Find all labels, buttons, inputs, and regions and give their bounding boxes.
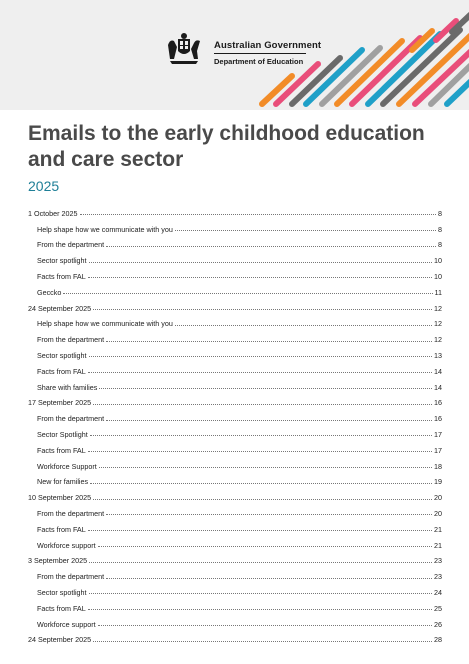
toc-leader-dots xyxy=(88,530,432,531)
toc-entry-label: Facts from FAL xyxy=(37,524,86,534)
toc-leader-dots xyxy=(88,451,432,452)
toc-leader-dots xyxy=(106,341,432,342)
toc-subentry[interactable] xyxy=(28,581,442,597)
toc-entry-label: Geccko xyxy=(37,287,62,297)
toc-leader-dots xyxy=(175,325,432,326)
toc-leader-dots xyxy=(63,293,432,294)
toc-leader-dots xyxy=(98,625,432,626)
toc-entry-label: Workforce Support xyxy=(37,461,97,471)
toc-leader-dots xyxy=(88,277,432,278)
toc-entry-label: 17 September 2025 xyxy=(28,398,92,408)
toc-entry[interactable] xyxy=(28,297,442,313)
toc-subentry[interactable] xyxy=(28,613,442,629)
toc-subentry[interactable] xyxy=(28,565,442,581)
toc-page-number: 25 xyxy=(434,603,442,613)
toc-page-number: 8 xyxy=(438,208,442,218)
coat-of-arms-icon xyxy=(164,31,204,67)
toc-entry[interactable] xyxy=(28,392,442,408)
toc-page-number: 19 xyxy=(434,477,442,487)
toc-page-number: 16 xyxy=(434,414,442,424)
gov-name: Australian Government xyxy=(214,40,322,51)
toc-leader-dots xyxy=(89,356,432,357)
toc-page-number: 12 xyxy=(434,335,442,345)
toc-entry-label: From the department xyxy=(37,240,105,250)
toc-page-number: 20 xyxy=(434,493,442,503)
toc-page-number: 21 xyxy=(434,540,442,550)
toc-subentry[interactable] xyxy=(28,218,442,234)
toc-page-number: 10 xyxy=(434,271,442,281)
toc-entry[interactable] xyxy=(28,550,442,566)
toc-entry-label: Facts from FAL xyxy=(37,603,86,613)
toc-page-number: 10 xyxy=(434,256,442,266)
toc-page-number: 8 xyxy=(438,224,442,234)
toc-subentry[interactable] xyxy=(28,439,442,455)
toc-subentry[interactable] xyxy=(28,376,442,392)
table-of-contents xyxy=(28,202,442,644)
toc-entry-label: Help shape how we communicate with you xyxy=(37,224,173,234)
toc-entry-label: Workforce support xyxy=(37,619,96,629)
toc-subentry[interactable] xyxy=(28,502,442,518)
toc-leader-dots xyxy=(93,499,432,500)
toc-entry-label: Facts from FAL xyxy=(37,271,86,281)
toc-page-number: 21 xyxy=(434,524,442,534)
toc-entry-label: From the department xyxy=(37,508,105,518)
toc-page-number: 23 xyxy=(434,572,442,582)
toc-subentry[interactable] xyxy=(28,518,442,534)
toc-leader-dots xyxy=(175,230,436,231)
toc-subentry[interactable] xyxy=(28,597,442,613)
toc-leader-dots xyxy=(88,372,432,373)
toc-entry-label: From the department xyxy=(37,335,105,345)
toc-leader-dots xyxy=(88,609,432,610)
department-name: Department of Education xyxy=(214,57,304,66)
toc-subentry[interactable] xyxy=(28,455,442,471)
toc-entry-label: Help shape how we communicate with you xyxy=(37,319,173,329)
toc-page-number: 12 xyxy=(434,303,442,313)
toc-entry-label: 24 September 2025 xyxy=(28,635,92,645)
toc-entry[interactable] xyxy=(28,629,442,645)
toc-subentry[interactable] xyxy=(28,249,442,265)
toc-leader-dots xyxy=(89,262,432,263)
toc-leader-dots xyxy=(106,578,432,579)
toc-entry-label: 1 October 2025 xyxy=(28,208,78,218)
toc-leader-dots xyxy=(93,404,432,405)
toc-entry[interactable] xyxy=(28,486,442,502)
toc-page-number: 16 xyxy=(434,398,442,408)
toc-entry-label: New for families xyxy=(37,477,89,487)
toc-entry-label: Share with families xyxy=(37,382,98,392)
toc-leader-dots xyxy=(99,467,432,468)
toc-leader-dots xyxy=(89,593,432,594)
toc-entry-label: Workforce support xyxy=(37,540,96,550)
toc-page-number: 17 xyxy=(434,445,442,455)
toc-leader-dots xyxy=(90,483,432,484)
toc-subentry[interactable] xyxy=(28,407,442,423)
toc-leader-dots xyxy=(99,388,432,389)
toc-leader-dots xyxy=(93,309,432,310)
toc-entry-label: From the department xyxy=(37,572,105,582)
toc-subentry[interactable] xyxy=(28,281,442,297)
toc-subentry[interactable] xyxy=(28,328,442,344)
toc-page-number: 23 xyxy=(434,556,442,566)
toc-page-number: 20 xyxy=(434,508,442,518)
toc-entry-label: 24 September 2025 xyxy=(28,303,92,313)
toc-entry-label: Sector spotlight xyxy=(37,350,87,360)
toc-entry-label: 10 September 2025 xyxy=(28,493,92,503)
toc-page-number: 14 xyxy=(434,366,442,376)
toc-leader-dots xyxy=(80,214,436,215)
toc-subentry[interactable] xyxy=(28,344,442,360)
toc-entry-label: Sector spotlight xyxy=(37,587,87,597)
document-title: Emails to the early childhood education and care sector xyxy=(28,122,425,171)
toc-entry-label: Sector spotlight xyxy=(37,256,87,266)
toc-page-number: 26 xyxy=(434,619,442,629)
toc-leader-dots xyxy=(93,641,432,642)
toc-leader-dots xyxy=(106,514,432,515)
toc-subentry[interactable] xyxy=(28,313,442,329)
toc-page-number: 13 xyxy=(434,350,442,360)
toc-subentry[interactable] xyxy=(28,234,442,250)
toc-page-number: 17 xyxy=(434,429,442,439)
toc-leader-dots xyxy=(106,420,432,421)
gov-divider xyxy=(214,53,306,54)
toc-page-number: 24 xyxy=(434,587,442,597)
toc-subentry[interactable] xyxy=(28,534,442,550)
toc-page-number: 11 xyxy=(434,287,442,297)
toc-leader-dots xyxy=(90,435,432,436)
toc-entry-label: From the department xyxy=(37,414,105,424)
toc-page-number: 14 xyxy=(434,382,442,392)
toc-page-number: 28 xyxy=(434,635,442,645)
toc-page-number: 12 xyxy=(434,319,442,329)
toc-subentry[interactable] xyxy=(28,360,442,376)
toc-leader-dots xyxy=(98,546,432,547)
toc-subentry[interactable] xyxy=(28,423,442,439)
toc-entry-label: 3 September 2025 xyxy=(28,556,88,566)
toc-entry-label: Facts from FAL xyxy=(37,366,86,376)
toc-subentry[interactable] xyxy=(28,471,442,487)
toc-entry-label: Facts from FAL xyxy=(37,445,86,455)
toc-page-number: 18 xyxy=(434,461,442,471)
toc-page-number: 8 xyxy=(438,240,442,250)
toc-entry[interactable] xyxy=(28,202,442,218)
toc-subentry[interactable] xyxy=(28,265,442,281)
toc-leader-dots xyxy=(106,246,436,247)
government-branding xyxy=(214,40,321,66)
document-header xyxy=(0,0,469,110)
toc-entry-label: Sector Spotlight xyxy=(37,429,88,439)
toc-leader-dots xyxy=(89,562,432,563)
year-heading: 2025 xyxy=(28,178,60,194)
